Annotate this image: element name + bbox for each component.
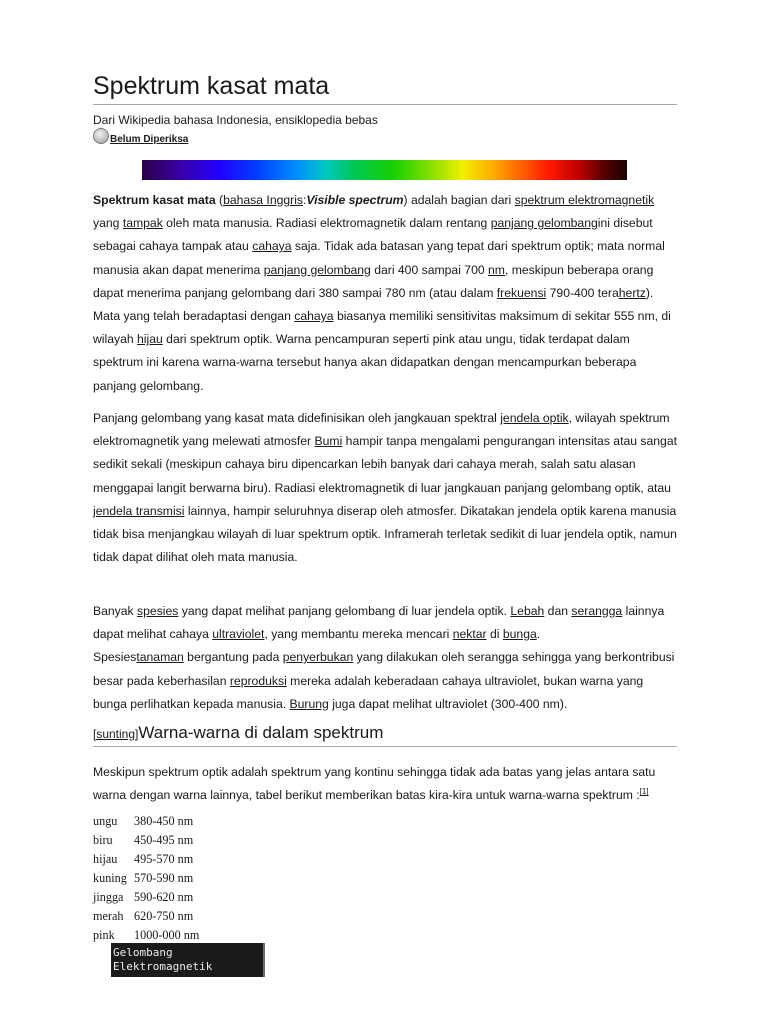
wavelength-range-cell: 570-590 nm	[134, 871, 194, 885]
navbox-line-2: Elektromagnetik	[113, 960, 213, 973]
review-status-label[interactable]: Belum Diperiksa	[110, 133, 189, 145]
wavelength-range-cell: 590-620 nm	[134, 890, 194, 904]
color-name-cell: pink	[93, 928, 115, 942]
table-row	[93, 831, 199, 850]
lead-term: Spektrum kasat mata	[93, 193, 216, 207]
link-spesies[interactable]: spesies	[137, 604, 179, 618]
table-row	[93, 907, 199, 926]
intro-paragraph-2: Panjang gelombang yang kasat mata didefinisikan oleh jangkauan spektral jendela optik, wilayah spektrum elektromagnetik yang melewati atmosfer Bumi hampir tanpa mengalami pengurangan intensitas atau sangat sedikit sekali (meskipun cahaya biru dipencarkan lebih banyak dari cahaya merah, salah satu alasan menggapai langit berwarna biru). Radiasi elektromagnetik di luar jangkauan panjang gelombang optik, atau jendela transmisi lainnya, hampir seluruhnya diserap oleh atmosfer. Dikatakan jendela optik karena manusia tidak bisa menjangkau wilayah di luar spektrum optik. Inframerah terletak sedikit di luar jendela optik, namun tidak dapat dilihat oleh mata manusia.	[93, 411, 678, 565]
link-serangga[interactable]: serangga	[571, 604, 623, 618]
wavelength-range-cell: 495-570 nm	[134, 852, 194, 866]
color-name-cell: merah	[93, 909, 124, 923]
visible-spectrum-image	[142, 160, 627, 180]
link-bahasa-inggris[interactable]: bahasa Inggris	[223, 193, 304, 207]
wavelength-range-cell: 620-750 nm	[134, 909, 194, 923]
link-jendela-optik[interactable]: jendela optik	[500, 411, 569, 425]
section-heading	[93, 722, 677, 747]
link-nektar[interactable]: nektar	[452, 627, 487, 642]
color-name-cell: biru	[93, 833, 113, 847]
wavelength-range-cell: 450-495 nm	[134, 833, 194, 847]
section-paragraph: Meskipun spektrum optik adalah spektrum yang kontinu sehingga tidak ada batas yang jelas antara satu warna dengan warna lainnya, tabel berikut memberikan batas kira-kira untuk warna-warna spektrum :[1]	[93, 765, 656, 803]
color-name-cell: hijau	[93, 852, 118, 866]
link-burung[interactable]: Burung	[289, 696, 329, 711]
link-jendela-transmisi[interactable]: jendela transmisi	[93, 503, 185, 518]
link-bumi[interactable]: Bumi	[314, 434, 343, 449]
color-name-cell: ungu	[93, 814, 118, 828]
table-row	[93, 888, 199, 907]
table-row	[93, 812, 199, 831]
link-tanaman[interactable]: tanaman	[136, 650, 184, 665]
link-tampak[interactable]: tampak	[122, 216, 163, 231]
link-hijau[interactable]: hijau	[137, 332, 163, 347]
review-flag[interactable]	[93, 127, 188, 145]
review-status-icon	[93, 128, 109, 144]
link-hertz[interactable]: hertz	[618, 285, 646, 300]
link-nm[interactable]: nm	[488, 262, 505, 277]
link-reproduksi[interactable]: reproduksi	[229, 673, 287, 688]
intro-paragraph-1: Spektrum kasat mata (bahasa Inggris:Visible spectrum) adalah bagian dari spektrum elektromagnetik yang tampak oleh mata manusia. Radiasi elektromagnetik dalam rentang panjang gelombangini disebut sebagai cahaya tampak atau cahaya saja. Tidak ada batasan yang tepat dari spektrum optik; mata normal manusia akan dapat menerima panjang gelombang dari 400 sampai 700 nm, meskipun beberapa orang dapat menerima panjang gelombang dari 380 sampai 780 nm (atau dalam frekuensi 790-400 terahertz). Mata yang telah beradaptasi dengan cahaya biasanya memiliki sensitivitas maksimum di sekitar 555 nm, di wilayah hijau dari spektrum optik. Warna pencampuran seperti pink atau ungu, tidak terdapat dalam spektrum ini karena warna-warna tersebut hanya akan didapatkan dengan mencampurkan beberapa panjang gelombang.	[93, 193, 671, 393]
link-frekuensi[interactable]: frekuensi	[496, 285, 547, 300]
intro-paragraph-3: Banyak spesies yang dapat melihat panjang gelombang di luar jendela optik. Lebah dan serangga lainnya dapat melihat cahaya ultraviolet, yang membantu mereka mencari nektar di bunga. Spesiestanaman bergantung pada penyerbukan yang dilakukan oleh serangga sehingga yang berkontribusi besar pada keberhasilan reproduksi mereka adalah keberadaan cahaya ultraviolet, bukan warna yang bunga perlihatkan kepada manusia. Burung juga dapat melihat ultraviolet (300-400 nm).	[93, 604, 675, 711]
page-title: Spektrum kasat mata	[93, 70, 677, 105]
link-cahaya[interactable]: cahaya	[252, 239, 292, 254]
link-spektrum-elektromagnetik[interactable]: spektrum elektromagnetik	[514, 193, 655, 207]
link-penyerbukan[interactable]: penyerbukan	[282, 650, 354, 665]
navbox-line-1: Gelombang	[113, 946, 173, 959]
color-name-cell: kuning	[93, 871, 127, 885]
english-term: Visible spectrum	[306, 193, 404, 207]
table-row	[93, 869, 199, 888]
site-tagline: Dari Wikipedia bahasa Indonesia, ensiklopedia bebas	[93, 113, 378, 127]
navbox-electromagnetic[interactable]	[111, 943, 265, 977]
color-range-table	[93, 812, 199, 945]
link-bunga[interactable]: bunga	[502, 627, 537, 642]
reference-link[interactable]: [1]	[639, 787, 649, 797]
section-heading-text: Warna-warna di dalam spektrum	[138, 723, 384, 742]
link-lebah[interactable]: Lebah	[510, 604, 545, 618]
link-panjang-gelombang[interactable]: panjang gelombang	[490, 216, 598, 231]
color-name-cell: jingga	[93, 890, 124, 904]
edit-section-link[interactable]: [sunting]	[93, 727, 139, 741]
link-panjang-gelombang-2[interactable]: panjang gelombang	[263, 262, 371, 277]
link-ultraviolet[interactable]: ultraviolet	[212, 627, 265, 642]
table-row	[93, 850, 199, 869]
wavelength-range-cell: 380-450 nm	[134, 814, 194, 828]
link-cahaya-2[interactable]: cahaya	[294, 309, 334, 324]
wavelength-range-cell: 1000-000 nm	[134, 928, 200, 942]
